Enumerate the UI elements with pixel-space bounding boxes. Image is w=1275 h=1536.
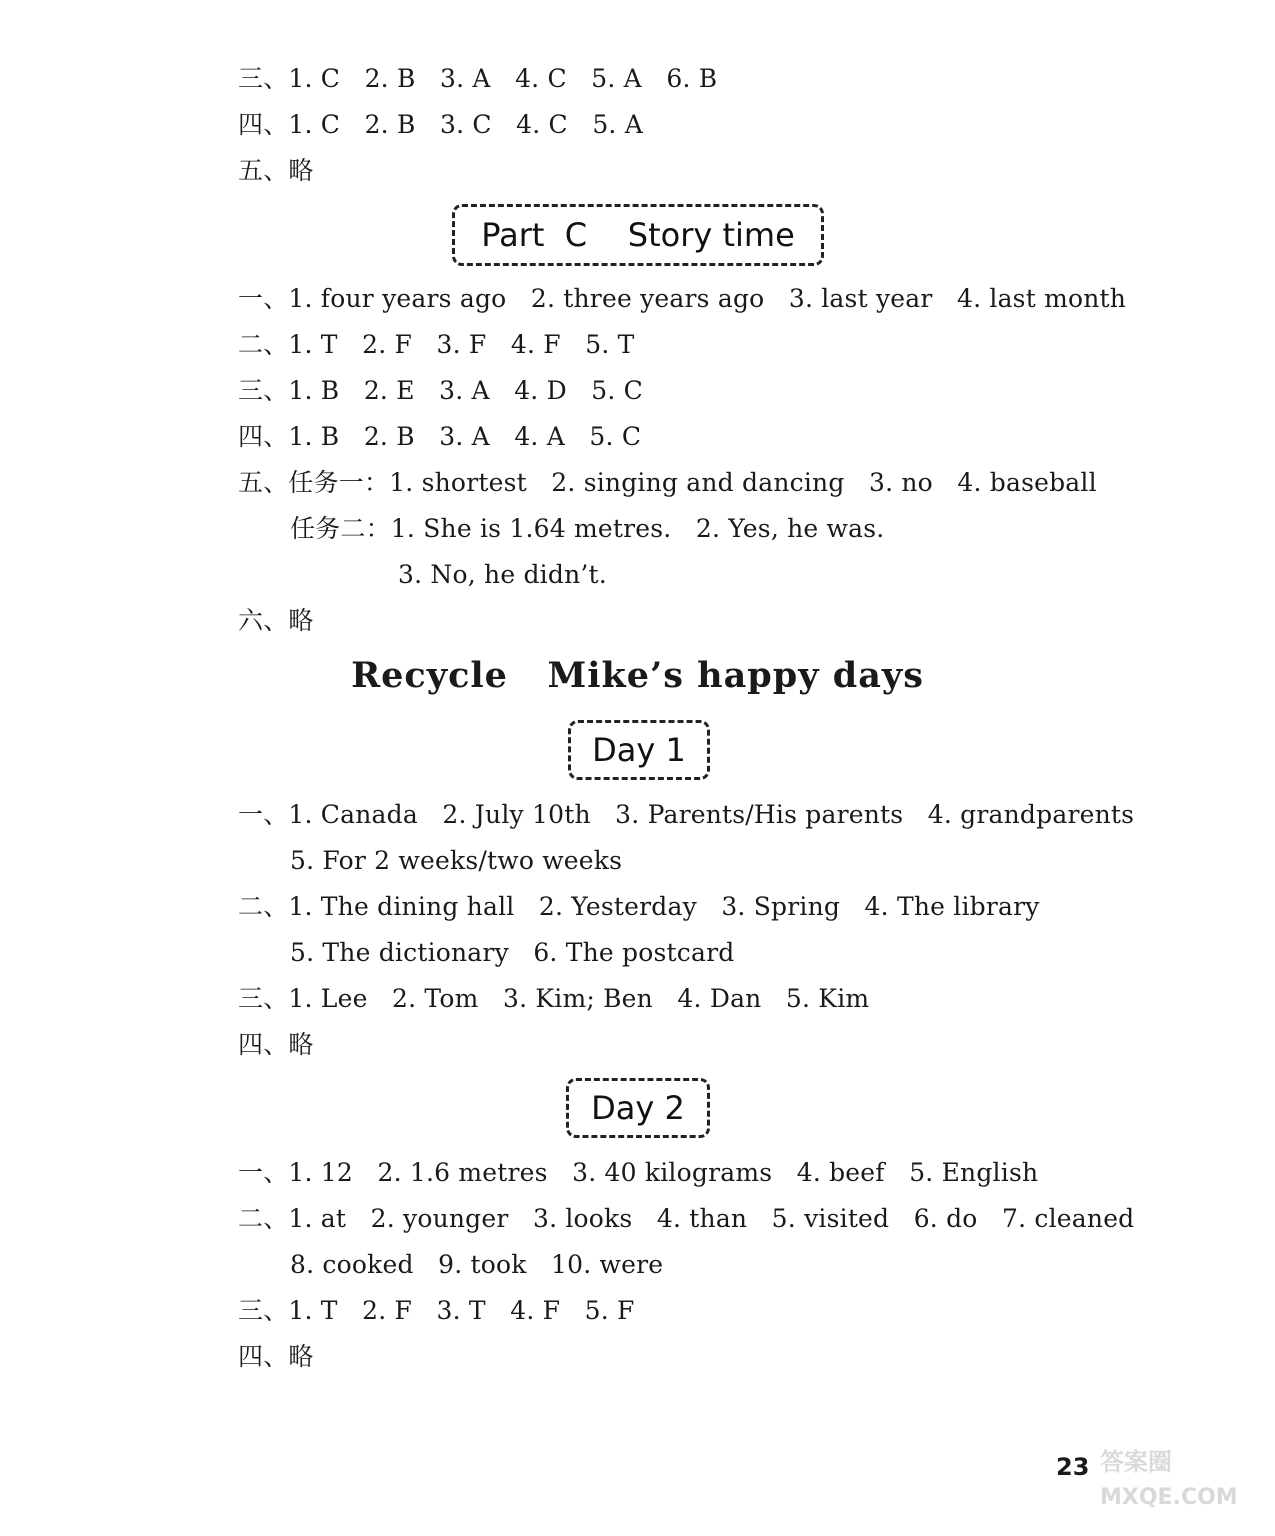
question-marker: 二、 xyxy=(238,892,289,921)
watermark-text: 答案圈 xyxy=(1100,1448,1172,1476)
answer-text: 5. For 2 weeks/two weeks xyxy=(290,846,623,875)
page-number: 23 xyxy=(1056,1453,1090,1481)
question-marker: 四、 xyxy=(238,1030,289,1059)
answer-text: 1. B 2. E 3. A 4. D 5. C xyxy=(288,376,644,405)
answer-text: 1. The dining hall 2. Yesterday 3. Spring 4. The library xyxy=(288,892,1040,921)
answer-text: 1. Canada 2. July 10th 3. Parents/His parents 4. grandparents xyxy=(288,800,1135,829)
answer-line-day2-1 xyxy=(238,1158,1038,1188)
question-marker: 二、 xyxy=(238,330,289,359)
day1-heading: Day 1 xyxy=(568,720,710,780)
answer-line-day2-4 xyxy=(238,1342,314,1372)
answer-line-day1-2 xyxy=(238,892,1040,922)
answer-text: 5. The dictionary 6. The postcard xyxy=(290,938,735,967)
question-marker: 三、 xyxy=(238,64,289,93)
question-marker: 三、 xyxy=(238,1296,289,1325)
question-marker: 三、 xyxy=(238,984,289,1013)
answer-text: 1. C 2. B 3. C 4. C 5. A xyxy=(288,110,643,139)
answer-line-day1-4 xyxy=(238,1030,314,1060)
answer-line-partc-4 xyxy=(238,422,641,452)
answer-line-s5 xyxy=(238,156,314,186)
question-marker: 一、 xyxy=(238,1158,289,1187)
answer-line-day2-2 xyxy=(238,1204,1134,1234)
answer-line-partc-2 xyxy=(238,330,635,360)
question-marker: 三、 xyxy=(238,376,289,405)
answer-text: 1. C 2. B 3. A 4. C 5. A 6. B xyxy=(288,64,718,93)
answer-line-day2-3 xyxy=(238,1296,635,1326)
answer-text: 1. T 2. F 3. F 4. F 5. T xyxy=(288,330,635,359)
question-marker: 一、 xyxy=(238,800,289,829)
answer-text: 任务二：1. She is 1.64 metres. 2. Yes, he was. xyxy=(290,514,885,543)
answer-text: 8. cooked 9. took 10. were xyxy=(290,1250,664,1279)
question-marker: 四、 xyxy=(238,422,289,451)
answer-line-partc-3 xyxy=(238,376,643,406)
answer-line-day1-3 xyxy=(238,984,869,1014)
question-marker: 二、 xyxy=(238,1204,289,1233)
answer-text: 略 xyxy=(288,156,314,185)
question-marker: 四、 xyxy=(238,1342,289,1371)
answer-line-day1-2-cont xyxy=(290,938,734,968)
answer-line-s4 xyxy=(238,110,643,140)
answer-text: 略 xyxy=(288,1342,314,1371)
answer-text: 1. at 2. younger 3. looks 4. than 5. visited 6. do 7. cleaned xyxy=(288,1204,1135,1233)
answer-text: 1. B 2. B 3. A 4. A 5. C xyxy=(288,422,642,451)
recycle-title: Recycle Mike’s happy days xyxy=(351,655,924,696)
part-c-heading: Part C Story time xyxy=(452,204,824,266)
answer-line-partc-5 xyxy=(238,468,1097,498)
answer-text: 1. 12 2. 1.6 metres 3. 40 kilograms 4. beef 5. English xyxy=(288,1158,1039,1187)
answer-line-partc-5-task2 xyxy=(290,514,884,544)
answer-line-partc-5-task2-cont xyxy=(398,560,607,590)
answer-line-partc-6 xyxy=(238,606,314,636)
answer-text: 3. No, he didn’t. xyxy=(398,560,607,589)
question-marker: 四、 xyxy=(238,110,289,139)
answer-text: 1. four years ago 2. three years ago 3. last year 4. last month xyxy=(288,284,1127,313)
day2-heading: Day 2 xyxy=(566,1078,710,1138)
answer-line-s3 xyxy=(238,64,717,94)
answer-line-day2-2-cont xyxy=(290,1250,663,1280)
question-marker: 一、 xyxy=(238,284,289,313)
answer-text: 1. Lee 2. Tom 3. Kim; Ben 4. Dan 5. Kim xyxy=(288,984,870,1013)
question-marker: 五、 xyxy=(238,468,289,497)
question-marker: 五、 xyxy=(238,156,289,185)
answer-text: 略 xyxy=(288,1030,314,1059)
question-marker: 六、 xyxy=(238,606,289,635)
watermark-url: MXQE.COM xyxy=(1100,1485,1238,1510)
watermark-logo xyxy=(1100,1440,1238,1512)
answer-line-day1-1-cont xyxy=(290,846,622,876)
answer-text: 略 xyxy=(288,606,314,635)
answer-line-partc-1 xyxy=(238,284,1126,314)
answer-text: 1. T 2. F 3. T 4. F 5. F xyxy=(288,1296,635,1325)
answer-line-day1-1 xyxy=(238,800,1134,830)
answer-text: 任务一：1. shortest 2. singing and dancing 3. no 4. baseball xyxy=(288,468,1097,497)
